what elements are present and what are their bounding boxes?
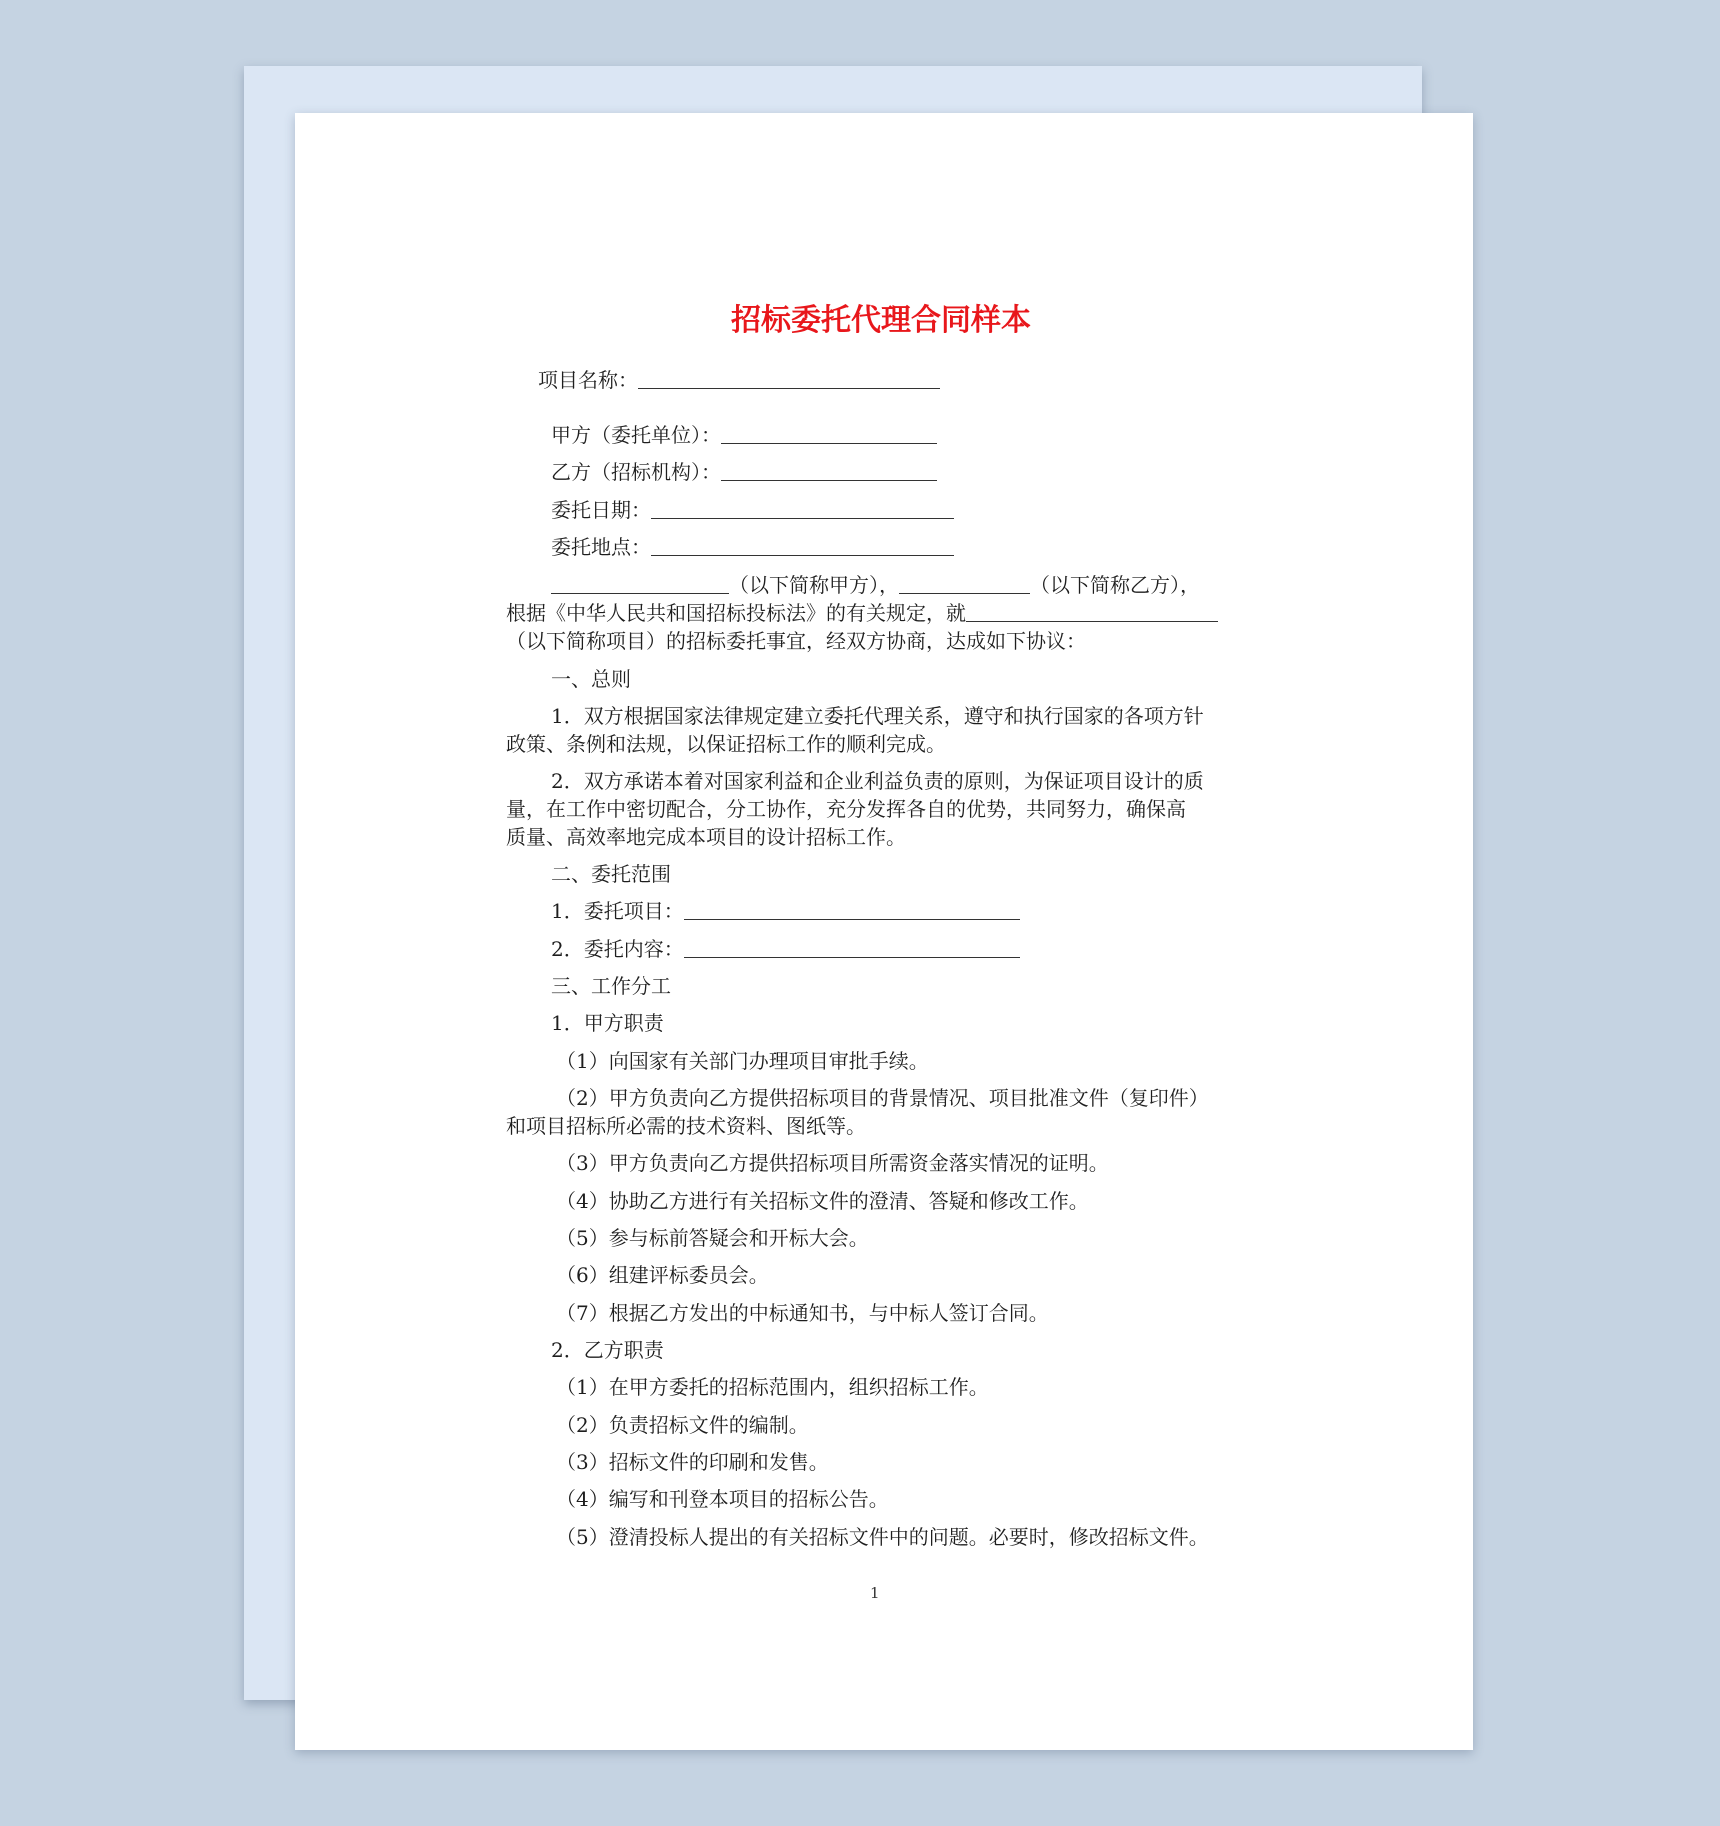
project-name-blank <box>638 368 940 389</box>
section-1-paragraph-1-line-1: 1．双方根据国家法律规定建立委托代理关系，遵守和执行国家的各项方针 <box>551 704 1204 728</box>
document-title: 招标委托代理合同样本 <box>731 303 1031 338</box>
entrusted-project-blank <box>684 899 1020 920</box>
party-a-blank <box>721 423 937 444</box>
page-number: 1 <box>870 1584 880 1602</box>
party-b-duty-5: （5）澄清投标人提出的有关招标文件中的问题。必要时，修改招标文件。 <box>556 1525 1209 1549</box>
party-b-blank <box>721 460 937 481</box>
intro-text-2: 根据《中华人民共和国招标投标法》的有关规定，就 <box>506 601 966 625</box>
section-1-paragraph-2-line-2: 量，在工作中密切配合，分工协作，充分发挥各自的优势，共同努力，确保高 <box>506 797 1186 821</box>
section-1-heading: 一、总则 <box>551 667 631 691</box>
project-blank <box>966 601 1218 622</box>
entrusted-content-label: 2．委托内容： <box>551 937 684 961</box>
party-a-label: 甲方（委托单位）： <box>551 423 721 447</box>
date-label: 委托日期： <box>551 498 651 522</box>
entrusted-project-label: 1．委托项目： <box>551 899 684 923</box>
party-b-duty-2: （2）负责招标文件的编制。 <box>556 1413 809 1437</box>
party-a-duty-7: （7）根据乙方发出的中标通知书，与中标人签订合同。 <box>556 1301 1049 1325</box>
entrusted-content-blank <box>684 937 1020 958</box>
party-a-name-blank <box>551 573 729 594</box>
date-field <box>551 496 954 524</box>
party-a-duty-4: （4）协助乙方进行有关招标文件的澄清、答疑和修改工作。 <box>556 1189 1089 1213</box>
section-2-heading: 二、委托范围 <box>551 862 671 886</box>
party-a-duty-6: （6）组建评标委员会。 <box>556 1263 769 1287</box>
intro-line-3: （以下简称项目）的招标委托事宜，经双方协商，达成如下协议： <box>506 629 1086 653</box>
project-name-label: 项目名称： <box>538 368 638 392</box>
party-b-duty-1: （1）在甲方委托的招标范围内，组织招标工作。 <box>556 1375 989 1399</box>
party-a-duty-2-line-2: 和项目招标所必需的技术资料、图纸等。 <box>506 1114 866 1138</box>
entrusted-project-field <box>551 897 1020 925</box>
section-3-heading: 三、工作分工 <box>551 974 671 998</box>
party-b-duty-3: （3）招标文件的印刷和发售。 <box>556 1450 829 1474</box>
date-blank <box>651 498 954 519</box>
intro-line-2 <box>506 599 1218 627</box>
party-b-abbrev: （以下简称乙方）， <box>1030 573 1200 597</box>
party-b-name-blank <box>899 573 1030 594</box>
party-a-duties-heading: 1．甲方职责 <box>551 1011 664 1035</box>
place-field <box>551 533 954 561</box>
party-a-duty-5: （5）参与标前答疑会和开标大会。 <box>556 1226 869 1250</box>
party-a-field <box>551 421 937 449</box>
intro-line-1 <box>551 571 1200 599</box>
party-b-duty-4: （4）编写和刊登本项目的招标公告。 <box>556 1487 889 1511</box>
section-1-paragraph-2-line-3: 质量、高效率地完成本项目的设计招标工作。 <box>506 825 906 849</box>
section-1-paragraph-2-line-1: 2．双方承诺本着对国家利益和企业利益负责的原则，为保证项目设计的质 <box>551 769 1204 793</box>
place-label: 委托地点： <box>551 535 651 559</box>
party-b-duties-heading: 2．乙方职责 <box>551 1338 664 1362</box>
party-a-duty-1: （1）向国家有关部门办理项目审批手续。 <box>556 1049 929 1073</box>
party-a-duty-2-line-1: （2）甲方负责向乙方提供招标项目的背景情况、项目批准文件（复印件） <box>556 1086 1209 1110</box>
party-b-field <box>551 458 937 486</box>
project-name-field <box>538 366 940 394</box>
party-b-label: 乙方（招标机构）： <box>551 460 721 484</box>
place-blank <box>651 535 954 556</box>
party-a-duty-3: （3）甲方负责向乙方提供招标项目所需资金落实情况的证明。 <box>556 1151 1109 1175</box>
entrusted-content-field <box>551 935 1020 963</box>
section-1-paragraph-1-line-2: 政策、条例和法规，以保证招标工作的顺利完成。 <box>506 732 946 756</box>
party-a-abbrev: （以下简称甲方）， <box>729 573 899 597</box>
